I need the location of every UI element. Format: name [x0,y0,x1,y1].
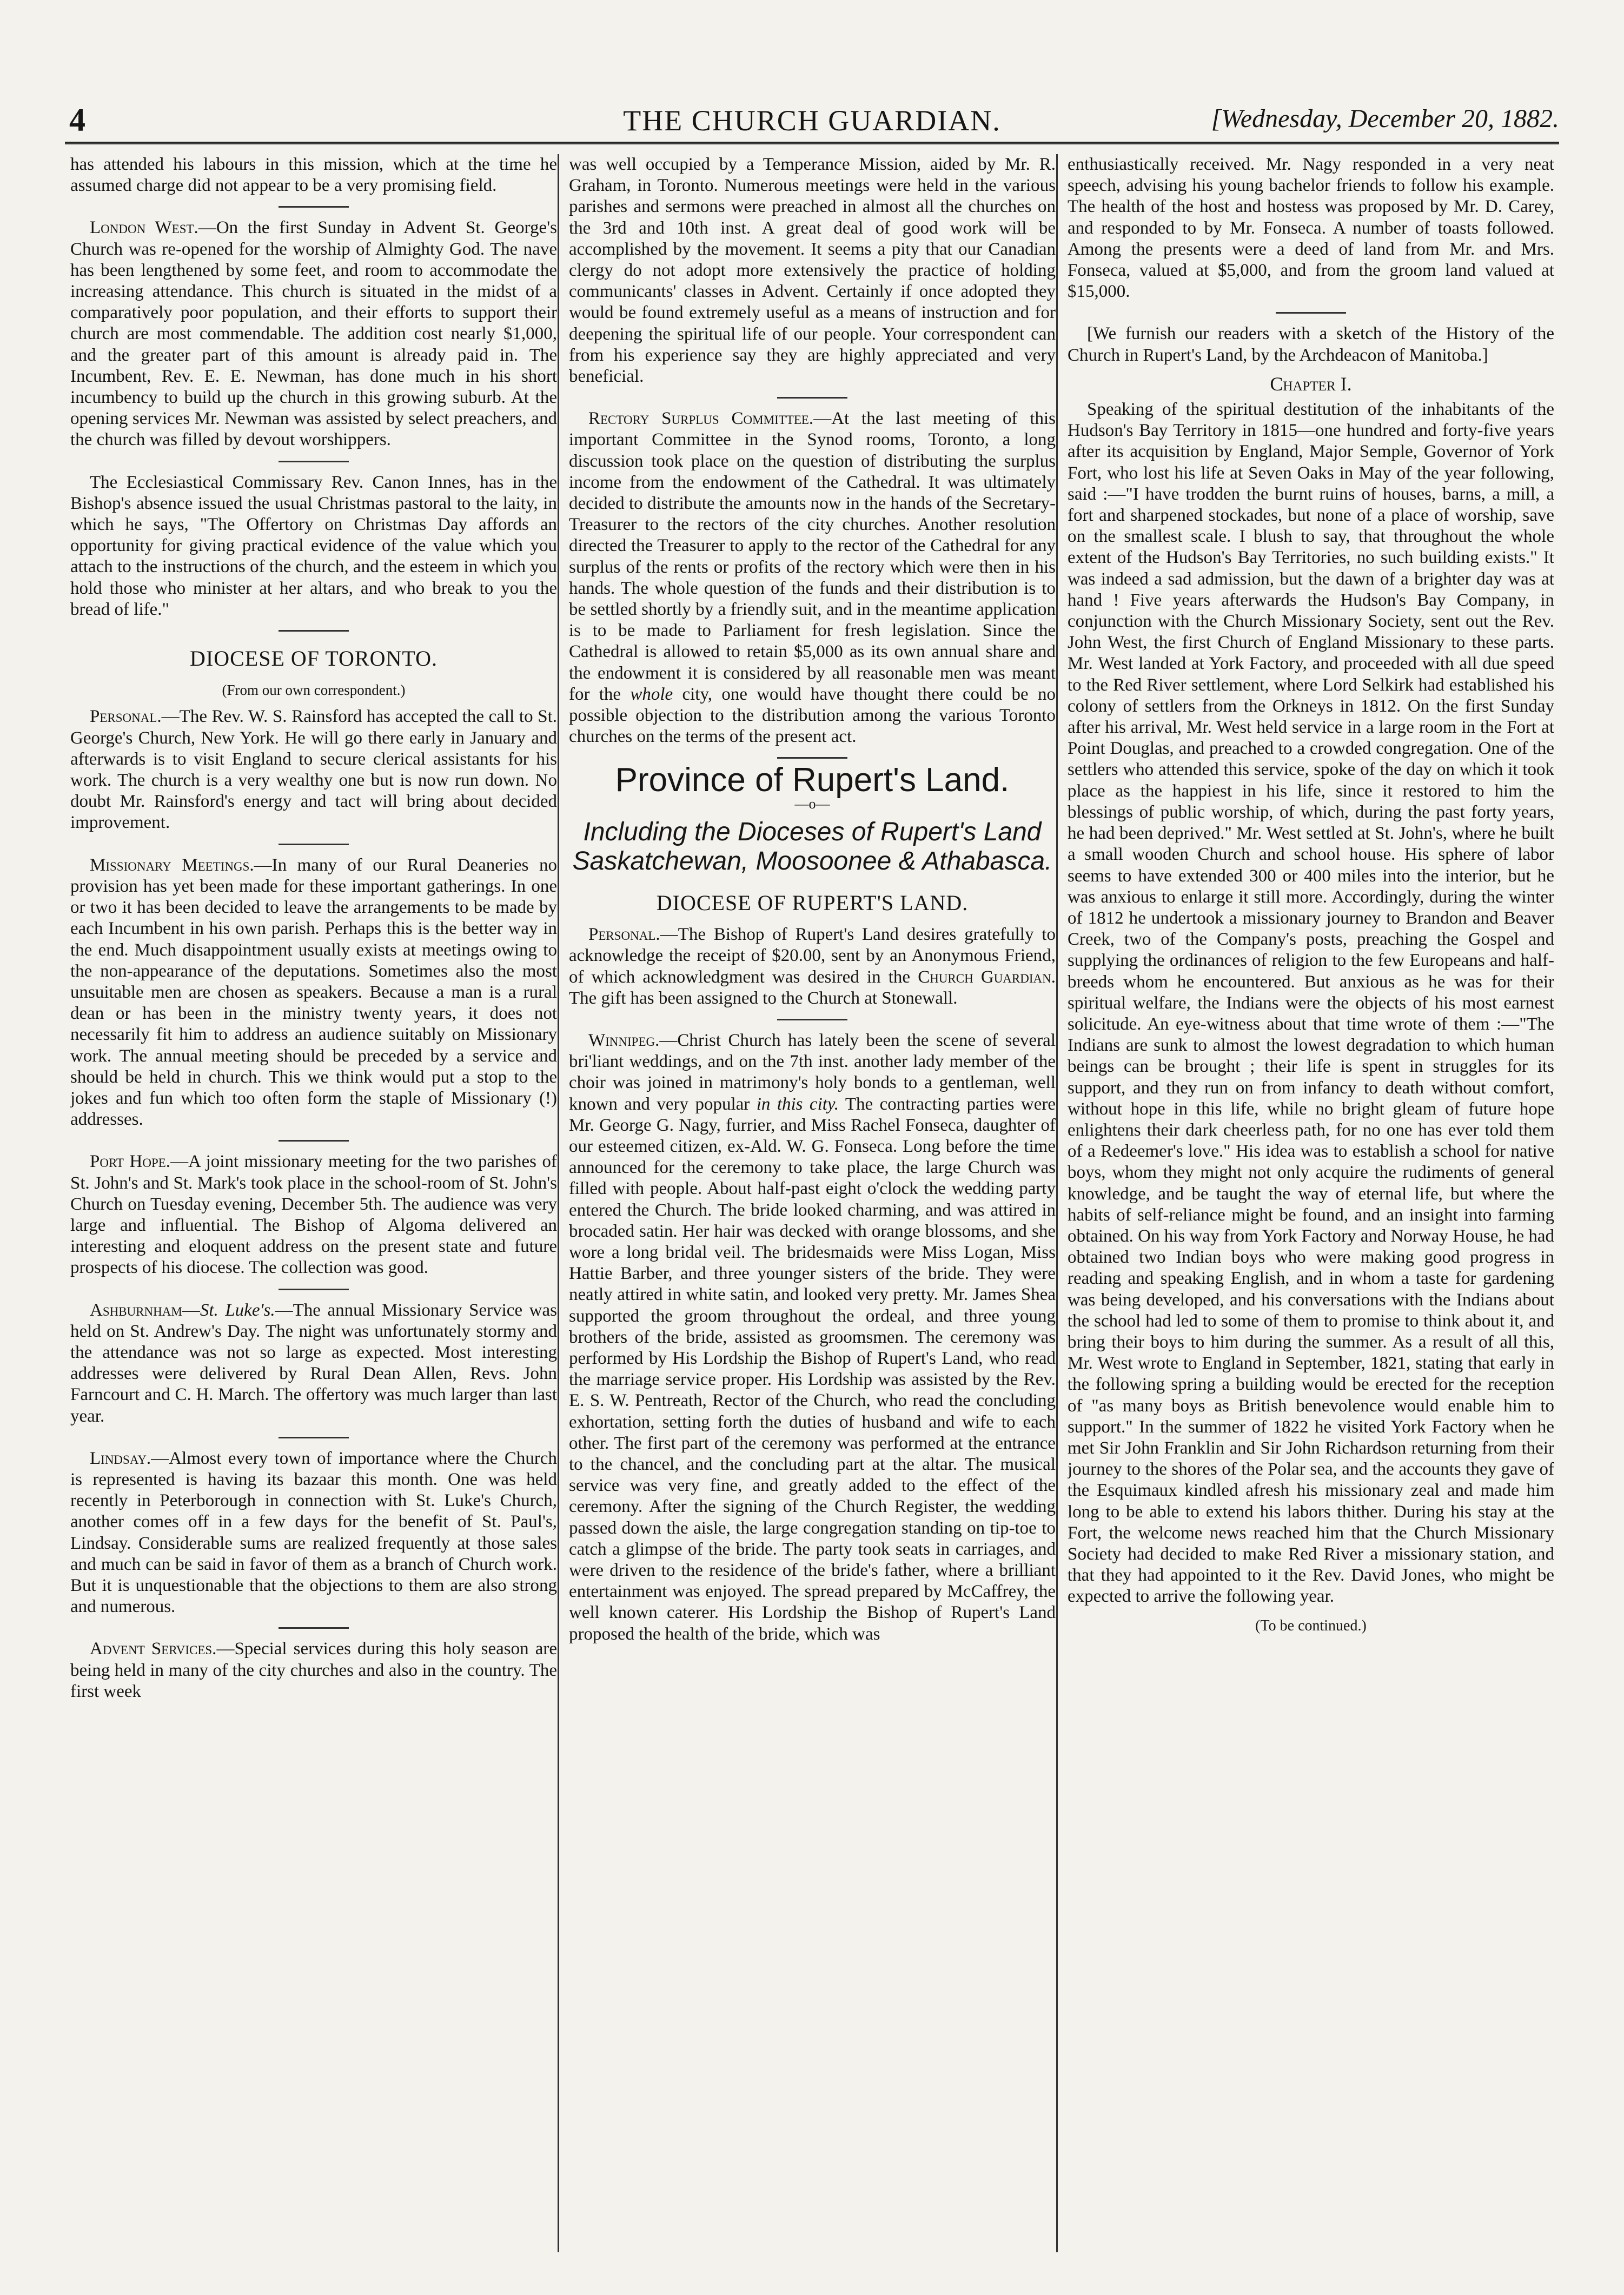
article-text: The gift has been assigned to the Church at Stonewall. [569,988,958,1008]
article-text: The contracting parties were Mr. George G. Nagy, furrier, and Miss Rachel Fonseca, daughter of our esteemed citizen, ex-Ald. W. G. Fonseca. Long before the time announced for the ceremony to take place, the large Church was filled with people. About half-past eight o'clock the wedding party entered the Church. The bride looked charming, and was attired in brocaded satin. Her hair was decked with orange blossoms, and she wore a long bridal veil. The bridesmaids were Miss Logan, Miss Hattie Barber, and three younger sisters of the bride. They were neatly attired in white satin, and looked very pretty. Mr. James Shea supported the groom throughout the ordeal, and three young brothers of the bride, assisted as groomsmen. The ceremony was performed by His Lordship the Bishop of Rupert's Land, who read the marriage service proper. His Lordship was assisted by the Rev. E. S. W. Pentreath, Rector of the Church, who read the concluding exhortation, setting forth the duties of husband and wife to each other. The first part of the ceremony was performed at the entrance to the chancel, and the concluding part at the altar. The musical service was very fine, and greatly added to the effect of the ceremony. After the signing of the Church Register, the wedding passed down the aisle, the large congregation standing on tip-toe to catch a glimpse of the bride. The party took seats in carriages, and were driven to the residence of the bride's father, where a brilliant entertainment was enjoyed. The spread prepared by McCaffrey, the well known caterer. His Lordship the Bishop of Rupert's Land proposed the health of the bride, which was [569,1094,1056,1644]
dateline-italic: St. Luke's. [200,1300,275,1320]
article-personal [569,924,1056,1009]
province-heading: Province of Rupert's Land. [615,761,1010,799]
article-text: —On the first Sunday in Advent St. George's Church was re-opened for the worship of Almighty God. The nave has been lengthened by some feet, and room to accommodate the increasing attendance. This church is situated in the midst of a comparatively poor population, and their efforts to support their church are most commendable. The addition cost nearly $1,000, and the greater part of this amount is already paid in. The Incumbent, Rev. E. E. Newman, has done much in his short incumbency to build up the church in this growing suburb. At the opening services Mr. Newman was assisted by select preachers, and the church was filled by devout worshippers. [70,218,557,450]
dateline: Personal. [588,925,660,945]
dateline: Personal. [90,707,162,727]
continued-note: (To be continued.) [1255,1617,1367,1634]
ornament: —o— [794,795,830,812]
section-rule [279,1140,349,1142]
article-winnipeg [569,1030,1056,1645]
dateline: Winnipeg. [588,1030,660,1050]
section-rule [777,397,847,399]
article-text: city, one would have thought there could be no possible objection to the distribution among the various Toronto churches on the terms of the present act. [569,684,1056,747]
dateline: Advent Services. [90,1639,217,1659]
section-rule [279,1627,349,1629]
article-london-west [70,217,557,450]
dateline: Missionary Meetings. [90,855,254,875]
article-advent [70,1639,557,1702]
section-rule [279,1437,349,1438]
section-heading: DIOCESE OF RUPERT'S LAND. [656,890,969,915]
correspondent-note: (From our own correspondent.) [222,682,406,699]
emphasis: in this city. [756,1094,839,1114]
section-heading: DIOCESE OF TORONTO. [190,646,438,671]
article-continuation: was well occupied by a Temperance Mission, aided by Mr. R. Graham, in Toronto. Numerous meetings were held in the various parishes and sermons were preached in almost all the churches on the 3rd and 10th inst. A great deal of good work will be accomplished by the movement. It seems a pity that our Canadian clergy do not adopt more extensively the practice of holding communicants' classes in Advent. Certainly if once adopted they would be found extremely useful as a means of instruction and for deepening the spiritual life of our people. Your correspondent can from his experience say they are highly appreciated and very beneficial. [569,155,1056,387]
article-missionary-meetings [70,855,557,1131]
article-text: —Almost every town of importance where the Church is represented is having its bazaar this month. One was held recently in Peterborough in connection with St. Luke's Church, another comes off in a few days for the benefit of St. Paul's, Lindsay. Considerable sums are realized frequently at those sales and much can be said in favor of them as a branch of Church work. But it is unquestionable that the objections to them are also strong and numerous. [70,1448,557,1617]
section-rule [279,1289,349,1290]
article-text: —The Bishop of Rupert's Land desires gratefully to acknowledge the receipt of $20.00, sent by an Anonymous Friend, of which acknowledgment was desired in the [569,925,1056,987]
column-divider [558,154,559,2252]
article-history: Speaking of the spiritual destitution of the inhabitants of the Hudson's Bay Territory in 1815—one hundred and forty-five years after its acquisition by England, Major Semple, Governor of York Fort, who lost his life at Seven Oaks in May of the year following, said :—"I have trodden the burnt ruins of houses, barns, a mill, a fort and sharpened stockades, but none of a place of worship, save on the smallest scale. I blush to say, that throughout the whole extent of the Hudson's Bay Territories, no such building exists." It was indeed a sad admission, but the dawn of a brighter day was at hand ! Five years afterwards the Hudson's Bay Company, in conjunction with the Church Missionary Society, sent out the Rev. John West, the first Church of England Missionary to these parts. Mr. West landed at York Factory, and proceeded with all due speed to the Red River settlement, where Lord Selkirk had established his colony of settlers from the Orkneys in 1812. On the first Sunday after his arrival, Mr. West held service in a large room in the Fort at Point Douglas, and preached to a crowded congregation. One of the settlers who attended this service, spoke of the day on which it took place as the happiest in his life, since it restored to him the blessings of public worship, of which, during the past forty years, he had been deprived." Mr. West settled at St. John's, where he built a small wooden Church and school house. His sphere of labor seems to have extended 300 or 400 miles into the interior, but he was anxious to enlarge it still more. Accordingly, during the winter of 1812 he undertook a missionary journey to Brandon and Beaver Creek, two of the Company's posts, preaching the Gospel and supplying the ordinances of religion to the few Europeans and half-breeds whom he encountered. But anxious as he was for their spiritual welfare, the Indians were the objects of his most earnest solicitude. An eye-witness about that time wrote of them :—"The Indians are sunk to almost the lowest degradation to which human beings can be brought ; their life is spent in struggles for its support, and they run on from infancy to death without comfort, without hope in this life, while no bright gleam of future hope enlightens their dark cheerless path, for no one has ever told them of a Redeemer's love." His idea was to establish a school for native boys, whom they might not only acquire the rudiments of general knowledge, and be taught the way of eternal life, but where the habits of self-reliance might be found, and an insight into farming obtained. On his way from York Factory and Norway House, he had obtained two Indian boys who were making good progress in reading and speaking English, and in whom a taste for gardening was being developed, and his conversations with the Indians about the school had led to some of them to promise to think about it, and bring their boys to him during the summer. As a result of all this, Mr. West wrote to England in September, 1821, stating that early in the following spring a building would be erected for the reception of "as many boys as British benevolence would enable him to support." In the summer of 1822 he visited York Factory when he met Sir John Franklin and Sir John Richardson returning from their journey to the shores of the Polar sea, and the accounts they gave of the Esquimaux kindled afresh his missionary zeal and made him long to be able to extend his labors thither. During his stay at the Fort, the welcome news reached him that the Church Missionary Society had decided to make Red River a missionary station, and that they had appointed to it the Rev. David Jones, who might be expected to arrive the following year. [1068,400,1554,1607]
issue-date: [Wednesday, December 20, 1882. [1211,104,1559,133]
article-text: —At the last meeting of this important Committee in the Synod rooms, Toronto, a long discussion took place on the question of distributing the surplus income from the endowment of the Cathedral. It was ultimately decided to distribute the amounts now in the hands of the Secretary-Treasurer to the rectors of the city churches. Another resolution directed the Treasurer to apply to the rector of the Cathedral for any surplus of the rents or profits of the rectory which were then in his hands. The whole question of the funds and their distribution is to be settled shortly by a friendly suit, and in the meantime application is to be made to Parliament for fresh legislation. Since the Cathedral is allowed to retain $5,000 as its own annual share and the endowment it is considered by all reasonable men was meant for the [569,409,1056,704]
article-text: —The annual Missionary Service was held on St. Andrew's Day. The night was unfortunately stormy and the attendance was not so large as expected. Most interesting addresses were delivered by Rural Dean Allen, Revs. John Farncourt and C. H. March. The offertory was much larger than last year. [70,1300,557,1426]
article-commissary: The Ecclesiastical Commissary Rev. Canon Innes, has in the Bishop's absence issued the usual Christmas pastoral to the laity, in which he says, "The Offertory on Christmas Day affords an opportunity for giving practical evidence of the value which you attach to the instructions of the church, and the esteem in which you hold those who minister at her altars, and who break to you the bread of life." [70,472,557,619]
article-personal [70,706,557,833]
article-text: —Christ Church has lately been the scene of several bri'liant weddings, and on the 7th inst. another lady member of the choir was joined in matrimony's holy bonds to a gentleman, well known and very popular [569,1030,1056,1114]
article-text: —In many of our Rural Deaneries no provision has yet been made for these important gatherings. In one or two it has been decided to leave the arrangements to be made by each Incumbent in his own parish. Perhaps this is the better way in the end. Much disappointment usually exists at meetings owing to the non-appearance of the deputations. Sometimes also the most unsuitable men are chosen as speakers. Because a man is a rural dean or has been in the ministry twenty years, it does not necessarily fit him to address an audience suitably on Missionary work. The annual meeting should be preceded by a service and should be held in church. This we think would put a stop to the jokes and fun which too often form the staple of Missionary (!) addresses. [70,855,557,1130]
section-rule [279,461,349,462]
article-port-hope [70,1151,557,1278]
dateline: Port Hope. [90,1152,171,1172]
article-continuation: enthusiastically received. Mr. Nagy responded in a very neat speech, advising his young bachelor friends to follow his example. The health of the host and hostess was proposed by Mr. D. Carey, and responded to by Mr. Fonseca. A number of toasts followed. Among the presents were a deed of land from Mr. and Mrs. Fonseca, valued at $5,000, and from the groom land valued at $15,000. [1068,155,1554,302]
paper-title: THE CHURCH GUARDIAN. [623,104,1001,137]
article-ashburnham [70,1300,557,1427]
page-number: 4 [69,102,85,138]
column-two [569,154,1056,2258]
article-text: —A joint missionary meeting for the two parishes of St. John's and St. Mark's took place in the school-room of St. John's Church on Tuesday evening, December 5th. The audience was very large and influential. The Bishop of Algoma delivered an interesting and eloquent address on the present state and future prospects of his diocese. The collection was good. [70,1152,557,1278]
article-text: —Special services during this holy season are being held in many of the city churches and also in the country. The first week [70,1639,557,1701]
article-continuation: has attended his labours in this mission, which at the time he assumed charge did not appear to be a very promising field. [70,155,557,196]
section-rule [279,630,349,632]
province-subheading: Including the Dioceses of Rupert's Land Saskatchewan, Moosoonee & Athabasca. [572,817,1052,875]
column-three [1068,154,1554,2258]
section-rule [279,844,349,845]
dateline: Lindsay. [90,1448,151,1468]
section-rule [777,1019,847,1020]
column-one [70,154,557,2258]
section-rule [777,757,847,759]
masthead-rule [65,142,1559,144]
column-divider [1056,154,1058,2252]
section-rule [279,206,349,208]
masthead [65,97,1559,141]
article-lindsay [70,1448,557,1618]
article-text: —The Rev. W. S. Rainsford has accepted the call to St. George's Church, New York. He will go there early in January and afterwards is to visit England to secure clerical assistants for his work. The church is a very wealthy one but is now run down. No doubt Mr. Rainsford's energy and tact will bring about decided improvement. [70,707,557,833]
emphasis: whole [630,684,673,704]
chapter-heading: Chapter I. [1270,373,1352,395]
dateline: Ashburnham— [90,1300,200,1320]
paper-name: Church Guardian. [918,967,1056,987]
editor-note: [We furnish our readers with a sketch of the History of the Church in Rupert's Land, by the Archdeacon of Manitoba.] [1068,324,1554,365]
article-rectory-surplus [569,408,1056,747]
section-rule [1276,312,1346,314]
dateline: London West. [90,218,198,238]
dateline: Rectory Surplus Committee. [588,409,814,429]
